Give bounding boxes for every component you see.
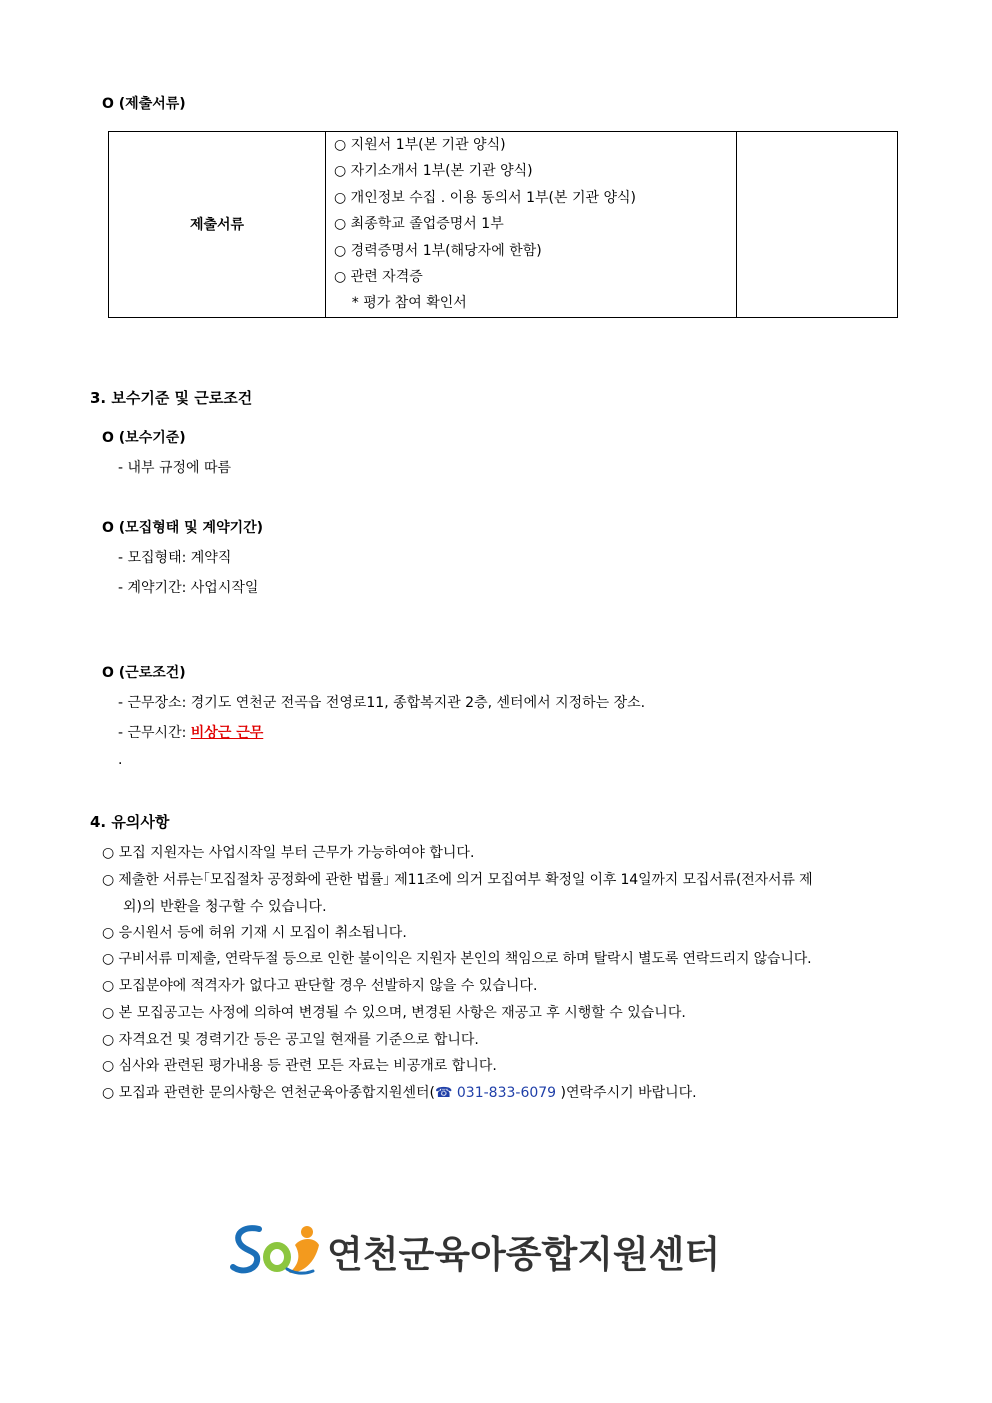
doc-item: ○ 최종학교 졸업증명서 1부 xyxy=(334,216,504,233)
logo-mark-icon xyxy=(229,1219,325,1279)
contact-prefix: ○ 모집과 관련한 문의사항은 연천군육아종합지원센터( xyxy=(102,1085,436,1101)
doc-item: ○ 관련 자격증 xyxy=(334,268,423,285)
stray-dot: . xyxy=(118,752,123,768)
doc-item-note: * 평가 참여 확인서 xyxy=(334,295,467,312)
logo-text: 연천군육아종합지원센터 xyxy=(327,1233,721,1276)
pay-heading: O (보수기준) xyxy=(102,430,186,446)
submission-extra-cell xyxy=(737,132,898,318)
section4-title: 4. 유의사항 xyxy=(90,813,170,831)
work-place-line: - 근무장소: 경기도 연천군 전곡읍 전영로11, 종합복지관 2층, 센터에서 지정하는 장소. xyxy=(118,695,646,711)
contact-suffix: )연락주시기 바랍니다. xyxy=(556,1085,697,1101)
doc-item: ○ 개인정보 수집 . 이용 동의서 1부(본 기관 양식) xyxy=(334,189,637,206)
notice-item: ○ 응시원서 등에 허위 기재 시 모집이 취소됩니다. xyxy=(102,925,407,941)
notice-item: ○ 구비서류 미제출, 연락두절 등으로 인한 불이익은 지원자 본인의 책임으로 하며 탈락시 별도록 연락드리지 않습니다. xyxy=(102,951,812,967)
contact-phone[interactable]: ☎ 031-833-6079 xyxy=(435,1085,557,1101)
submission-heading: O (제출서류) xyxy=(102,96,186,112)
notice-item: ○ 모집분야에 적격자가 없다고 판단할 경우 선발하지 않을 수 있습니다. xyxy=(102,978,538,994)
notice-item: ○ 자격요건 및 경력기간 등은 공고일 현재를 기준으로 합니다. xyxy=(102,1032,479,1048)
work-hours-value: 비상근 근무 xyxy=(190,725,264,741)
pay-line: - 내부 규정에 따름 xyxy=(118,460,232,476)
work-hours-label: - 근무시간: xyxy=(118,725,191,741)
notice-item: ○ 제출한 서류는｢모집절차 공정화에 관한 법률｣ 제11조에 의거 모집여부 확정일 이후 14일까지 모집서류(전자서류 제 xyxy=(102,872,813,888)
work-hours-line xyxy=(118,722,263,742)
submission-label: 제출서류 xyxy=(109,132,326,318)
doc-item: ○ 지원서 1부(본 기관 양식) xyxy=(334,137,506,153)
contract-period-line: - 계약기간: 사업시작일 xyxy=(118,580,259,596)
center-logo xyxy=(229,1219,721,1279)
doc-item: ○ 자기소개서 1부(본 기관 양식) xyxy=(334,163,533,180)
contract-heading: O (모집형태 및 계약기간) xyxy=(102,520,264,536)
submission-items-cell xyxy=(326,132,737,318)
submission-docs-table xyxy=(108,131,898,318)
doc-item: ○ 경력증명서 1부(해당자에 한함) xyxy=(334,242,542,259)
section3-title: 3. 보수기준 및 근로조건 xyxy=(90,389,253,407)
work-heading: O (근로조건) xyxy=(102,665,186,681)
notice-contact xyxy=(102,1082,697,1102)
notice-item: ○ 본 모집공고는 사정에 의하여 변경될 수 있으며, 변경된 사항은 재공고 후 시행할 수 있습니다. xyxy=(102,1005,686,1021)
contract-type-line: - 모집형태: 계약직 xyxy=(118,550,232,566)
notice-item-continued: 외)의 반환을 청구할 수 있습니다. xyxy=(123,899,327,915)
notice-item: ○ 심사와 관련된 평가내용 등 관련 모든 자료는 비공개로 합니다. xyxy=(102,1058,497,1074)
notice-item: ○ 모집 지원자는 사업시작일 부터 근무가 가능하여야 합니다. xyxy=(102,845,475,861)
